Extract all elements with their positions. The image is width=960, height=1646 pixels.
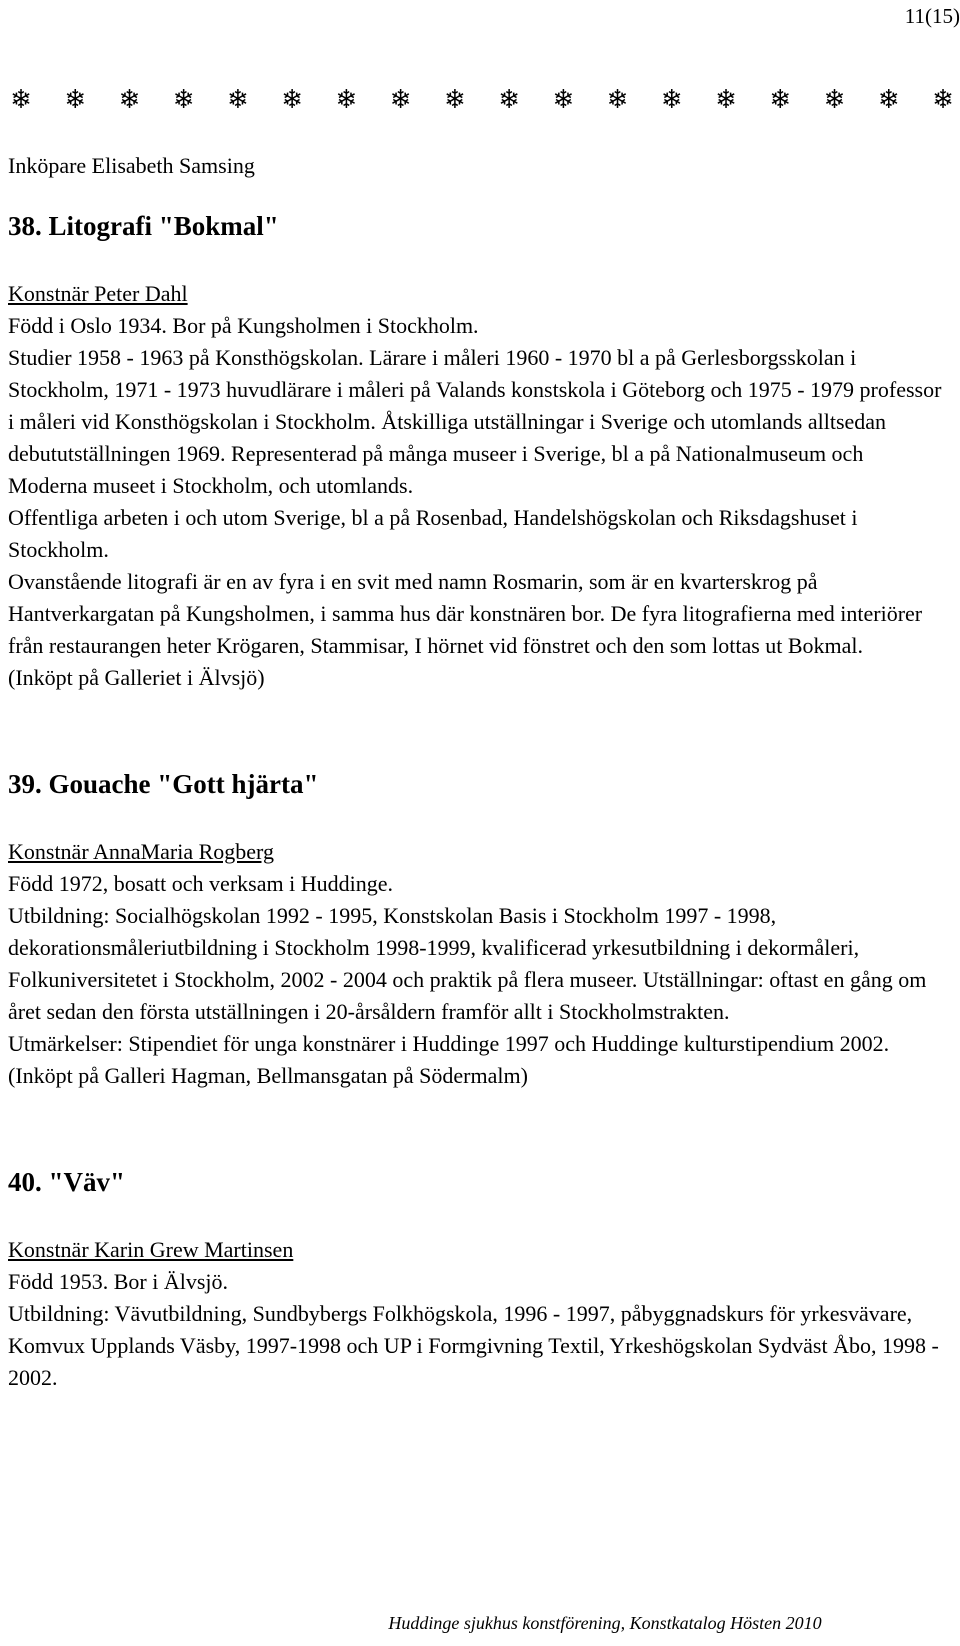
snowflake-icon: ❄ [118, 85, 141, 114]
snowflake-icon: ❄ [10, 85, 32, 114]
item-paragraph: Utmärkelser: Stipendiet för unga konstnärer i Huddinge 1997 och Huddinge kulturstipendium 2002. [8, 1031, 890, 1056]
snowflake-icon: ❄ [227, 85, 249, 114]
snowflake-icon: ❄ [389, 85, 412, 114]
artist-name: Konstnär Karin Grew Martinsen [8, 1237, 294, 1262]
snowflake-icon: ❄ [606, 85, 629, 114]
snowflake-divider [0, 85, 960, 115]
catalog-item-40 [8, 1166, 948, 1394]
snowflake-icon: ❄ [281, 85, 304, 114]
artist-name: Konstnär AnnaMaria Rogberg [8, 839, 274, 864]
item-title: 40. "Väv" [8, 1167, 125, 1197]
artist-name: Konstnär Peter Dahl [8, 281, 188, 306]
item-paragraph: Offentliga arbeten i och utom Sverige, bl a på Rosenbad, Handelshögskolan och Riksdagshuset i Stockholm. [8, 505, 858, 562]
catalog-content [8, 150, 948, 1394]
catalog-item-38 [8, 210, 948, 694]
snowflake-icon: ❄ [552, 85, 575, 114]
item-title: 38. Litografi "Bokmal" [8, 211, 279, 241]
page-footer: Huddinge sjukhus konstförening, Konstkatalog Hösten 2010 [388, 1613, 822, 1633]
item-paragraph: Utbildning: Vävutbildning, Sundbybergs Folkhögskola, 1996 - 1997, påbyggnadskurs för yrkesvävare, Komvux Upplands Väsby, 1997-1998 och UP i Formgivning Textil, Yrkeshögskolan Sydväst Åbo, 1998 - 2002. [8, 1301, 939, 1390]
item-paragraph: Studier 1958 - 1963 på Konsthögskolan. Lärare i måleri 1960 - 1970 bl a på Gerlesborgsskolan i Stockholm, 1971 - 1973 huvudlärare i måleri på Valands konstskola i Göteborg och 1975 - 1979 professor i måleri vid Konsthögskolan i Stockholm. Åtskilliga utställningar i Sverige och utomlands alltsedan debututställningen 1969. Representerad på många museer i Sverige, bl a på Nationalmuseum och Moderna museet i Stockholm, och utomlands. [8, 345, 942, 498]
item-paragraph: Född i Oslo 1934. Bor på Kungsholmen i Stockholm. [8, 313, 479, 338]
snowflake-icon: ❄ [823, 85, 846, 114]
snowflake-icon: ❄ [498, 85, 520, 114]
snowflake-icon: ❄ [932, 85, 954, 114]
snowflake-icon: ❄ [715, 85, 737, 114]
snowflake-icon: ❄ [335, 85, 358, 114]
snowflake-icon: ❄ [769, 85, 792, 114]
item-paragraph: Utbildning: Socialhögskolan 1992 - 1995, Konstskolan Basis i Stockholm 1997 - 1998, dekorationsmåleriutbildning i Stockholm 1998-1999, kvalificerad yrkesutbildning i dekormåleri, Folkuniversitetet i Stockholm, 2002 - 2004 och praktik på flera museer. Utställningar: oftast en gång om året sedan den första utställningen i 20-årsåldern framför allt i Stockholmstrakten. [8, 903, 927, 1024]
item-paragraph: Ovanstående litografi är en av fyra i en svit med namn Rosmarin, som är en kvarterskrog på Hantverkargatan på Kungsholmen, i samma hus där konstnären bor. De fyra litografierna med interiörer från restaurangen heter Krögaren, Stammisar, I hörnet vid fönstret och den som lottas ut Bokmal. [8, 569, 923, 658]
catalog-item-39 [8, 768, 948, 1092]
buyer-line: Inköpare Elisabeth Samsing [8, 153, 255, 178]
purchase-note: (Inköpt på Galleri Hagman, Bellmansgatan på Södermalm) [8, 1063, 528, 1088]
item-paragraph: Född 1972, bosatt och verksam i Huddinge. [8, 871, 393, 896]
snowflake-icon: ❄ [64, 85, 87, 114]
item-title: 39. Gouache "Gott hjärta" [8, 769, 319, 799]
snowflake-icon: ❄ [877, 85, 900, 114]
page-number: 11(15) [904, 4, 960, 28]
purchase-note: (Inköpt på Galleriet i Älvsjö) [8, 665, 265, 690]
snowflake-icon: ❄ [443, 85, 466, 114]
snowflake-icon: ❄ [172, 85, 195, 114]
snowflake-icon: ❄ [660, 85, 683, 114]
item-paragraph: Född 1953. Bor i Älvsjö. [8, 1269, 229, 1294]
